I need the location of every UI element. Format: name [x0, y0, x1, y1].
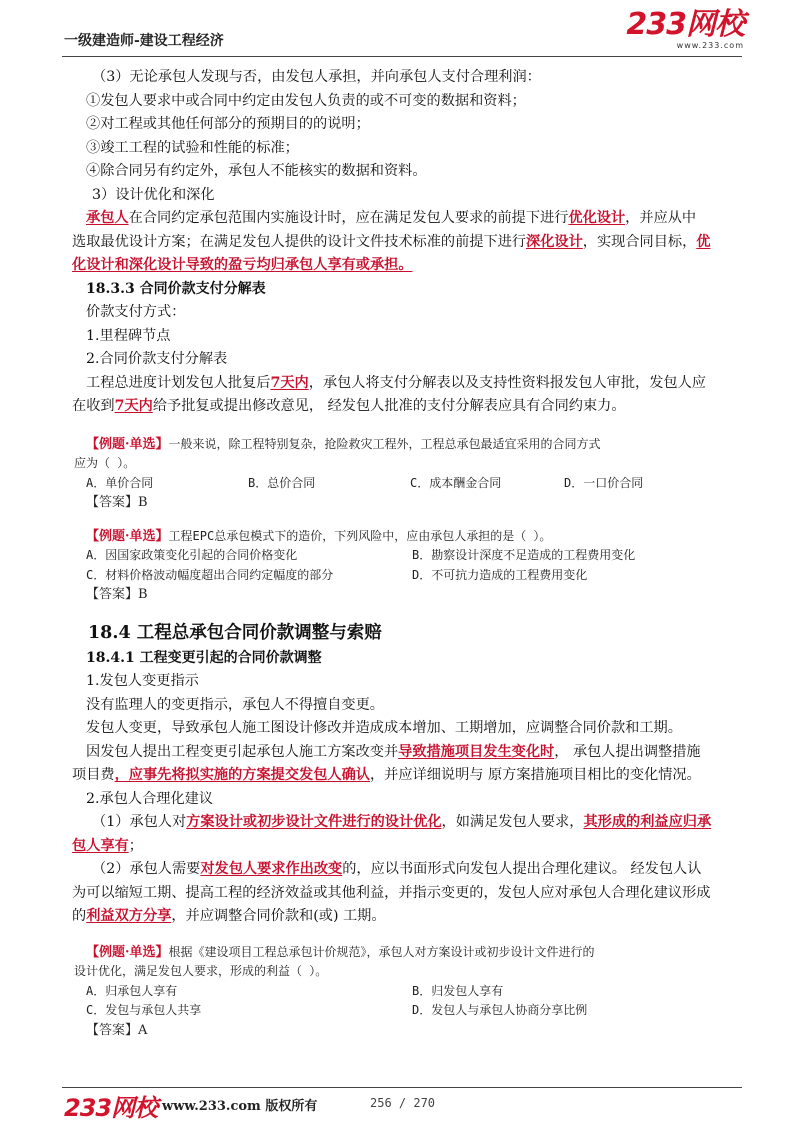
paragraph: [86, 811, 740, 835]
paragraph: 1.发包人变更指示: [86, 673, 199, 689]
highlight: 深化设计: [526, 233, 583, 250]
paragraph: 2.合同价款支付分解表: [86, 351, 228, 367]
paragraph: [86, 741, 740, 765]
option-b[interactable]: B．勘察设计深度不足造成的工程费用变化: [412, 548, 636, 562]
text: 在收到: [72, 398, 115, 414]
brand-logo[interactable]: [626, 7, 744, 50]
text: （1）承包人对: [92, 814, 187, 830]
option-c[interactable]: C．材料价格波动幅度超出合同约定幅度的部分: [86, 567, 334, 582]
highlight: 导致措施项目发生变化时: [398, 743, 555, 760]
text: ；: [128, 837, 143, 854]
answer: 【答案】B: [86, 587, 148, 602]
text: 的: [72, 908, 87, 924]
section-heading: 18.3.3 合同价款支付分解表: [86, 280, 266, 297]
example-tag: 【例题·单选】: [86, 528, 169, 544]
text: ，并应详细说明与 原方案措施项目相比的变化情况。: [369, 767, 701, 783]
text: 在合同约定承包范围内实施设计时，应在满足发包人要求的前提下进行: [128, 210, 569, 226]
highlight: 7天内: [270, 374, 309, 391]
option-b[interactable]: B．归发包人享有: [412, 983, 504, 998]
question-text: 应为（ ）。: [74, 456, 136, 470]
option-d[interactable]: D．一口价合同: [564, 475, 644, 490]
example-question: [86, 527, 740, 605]
paragraph: [72, 905, 740, 929]
highlight: ，应事先将拟实施的方案提交发包人确认: [114, 767, 370, 783]
paragraph: 价款支付方式：: [86, 304, 186, 320]
highlight: 利益双方分享: [86, 908, 172, 924]
text: ，如满足发包人要求，: [441, 814, 584, 830]
answer: 【答案】A: [86, 1022, 148, 1038]
text: 项目费: [72, 767, 115, 783]
highlight: 方案设计或初步设计文件进行的设计优化: [186, 814, 442, 830]
paragraph: 发包人变更，导致承包人施工图设计修改并造成成本增加、工期增加，应调整合同价款和工期。: [86, 720, 682, 736]
paragraph: ③竣工工程的试验和性能的标准；: [86, 139, 299, 156]
answer: 【答案】B: [86, 495, 148, 510]
text: ，实现合同目标，: [582, 233, 697, 250]
options: [86, 982, 740, 1002]
text: ，并应从中: [625, 210, 697, 226]
highlight: 其形成的利益应归承: [583, 814, 712, 830]
paragraph: 没有监理人的变更指示，承包人不得擅自变更。: [86, 696, 384, 713]
paragraph: 2.承包人合理化建议: [86, 790, 214, 807]
question-text: 一般来说，除工程特别复杂，抢险救灾工程外，工程总承包最适宜采用的合同方式: [168, 436, 601, 451]
highlight: 优: [696, 233, 711, 250]
question-text: 工程EPC总承包模式下的造价，下列风险中，应由承包人承担的是（ ）。: [168, 528, 552, 543]
options: [86, 566, 740, 586]
question-text: 根据《建设项目工程总承包计价规范》，承包人对方案设计或初步设计文件进行的: [168, 944, 595, 959]
text: 给予批复或提出修改意见， 经发包人批准的支付分解表应具有合同约束力。: [152, 398, 626, 414]
paragraph: 为可以缩短工期、提高工程的经济效益或其他利益，并指示变更的，发包人应对承包人合理化建议形成: [72, 884, 711, 901]
footer-logo[interactable]: 233网校: [64, 1094, 158, 1122]
paragraph: [86, 858, 740, 882]
paragraph: [72, 764, 740, 788]
paragraph: 1.里程碑节点: [86, 327, 171, 344]
example-tag: 【例题·单选】: [86, 944, 169, 960]
options: [86, 1001, 740, 1021]
option-a[interactable]: A．因国家政策变化引起的合同价格变化: [86, 548, 298, 562]
text: ，承包人将支付分解表以及支持性资料报发包人审批，发包人应: [308, 374, 706, 391]
logo-url: www.233.com: [676, 41, 744, 50]
paragraph: [72, 395, 740, 419]
text: 工程总进度计划发包人批复后: [86, 374, 271, 391]
options: [86, 546, 740, 566]
text: 的，应以书面形式向发包人提出合理化建议。 经发包人认: [342, 861, 702, 877]
highlight: 对发包人要求作出改变: [200, 861, 343, 877]
highlight: 化设计和深化设计导致的盈亏均归承包人享有或承担。: [72, 257, 413, 273]
highlight: 优化设计: [568, 210, 626, 226]
example-question: [74, 435, 740, 513]
option-a[interactable]: A．归承包人享有: [86, 983, 178, 998]
paragraph: [86, 372, 740, 396]
text: （2）承包人需要: [92, 861, 201, 877]
text: 因发包人提出工程变更引起承包人施工方案改变并: [86, 743, 399, 760]
header-title: 一级建造师-建设工程经济: [64, 33, 224, 49]
option-c[interactable]: C．成本酬金合同: [410, 475, 502, 490]
footer-site: www.233.com 版权所有: [162, 1099, 318, 1114]
highlight: 7天内: [114, 398, 153, 414]
example-question: [74, 943, 740, 1041]
footer-divider: [62, 1087, 742, 1088]
paragraph: [86, 207, 740, 231]
paragraph: ②对工程或其他任何部分的预期目的的说明；: [86, 116, 370, 132]
paragraph: ④除合同另有约定外，承包人不能核实的数据和资料。: [86, 163, 427, 179]
question-text: 设计优化，满足发包人要求，形成的利益（ ）。: [74, 964, 328, 978]
highlight: 包人享有: [72, 837, 129, 854]
option-b[interactable]: B．总价合同: [248, 475, 316, 490]
text: ， 承包人提出调整措施: [554, 743, 701, 760]
paragraph: 3）设计优化和深化: [92, 186, 215, 203]
highlight: 承包人: [86, 210, 129, 226]
logo-text: 233网校: [626, 7, 744, 42]
section-heading: 18.4 工程总承包合同价款调整与索赔: [88, 622, 382, 643]
option-d[interactable]: D．不可抗力造成的工程费用变化: [412, 567, 588, 582]
paragraph: [72, 835, 740, 859]
text: ，并应调整合同价款和(或) 工期。: [171, 908, 386, 924]
option-d[interactable]: D．发包人与承包人协商分享比例: [412, 1003, 588, 1017]
paragraph: ①发包人要求中或合同中约定由发包人负责的或不可变的数据和资料；: [86, 92, 526, 109]
option-c[interactable]: C．发包与承包人共享: [86, 1003, 202, 1017]
options: [86, 474, 740, 494]
paragraph: （3）无论承包人发现与否，由发包人承担，并向承包人支付合理利润：: [92, 69, 541, 85]
document-body: [72, 66, 740, 1040]
paragraph: [72, 254, 740, 278]
example-tag: 【例题·单选】: [86, 436, 169, 452]
text: 选取最优设计方案；在满足发包人提供的设计文件技术标准的前提下进行: [72, 233, 527, 250]
section-heading: 18.4.1 工程变更引起的合同价款调整: [86, 649, 322, 666]
option-a[interactable]: A．单价合同: [86, 475, 154, 490]
paragraph: [72, 231, 740, 255]
page-number: 256 / 270: [370, 1096, 436, 1110]
header-divider: [62, 56, 742, 57]
